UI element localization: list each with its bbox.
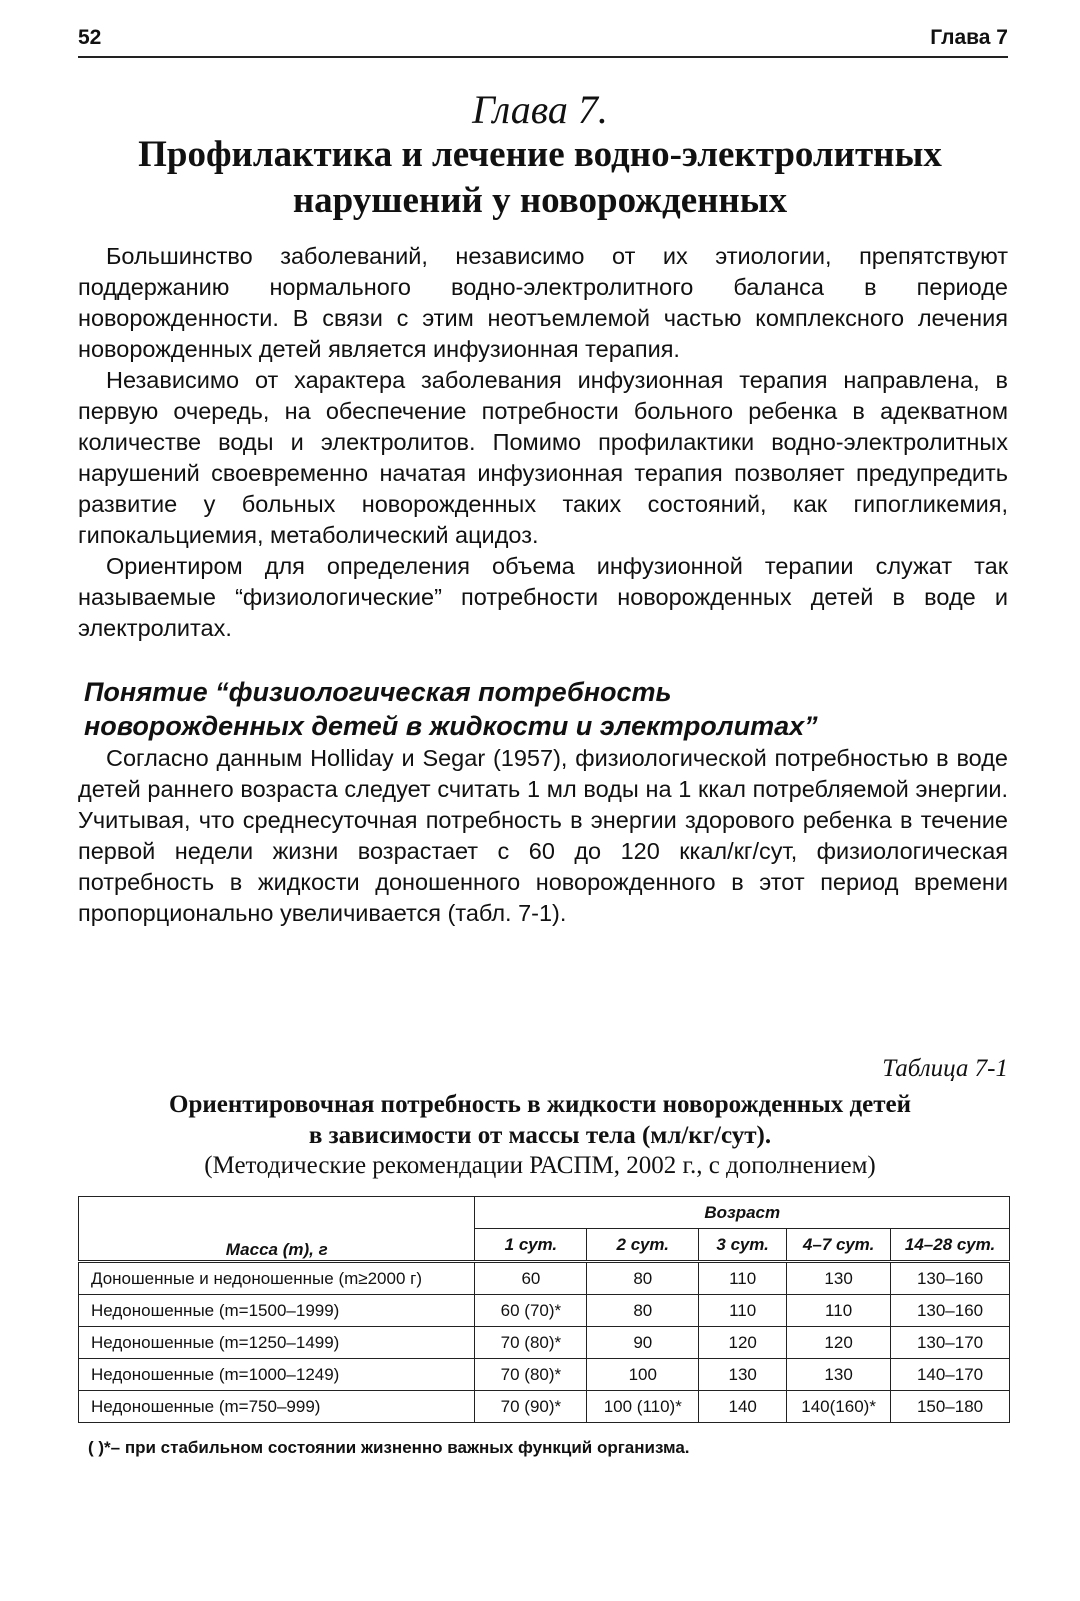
mass-cell: Недоношенные (m=1500–1999) [79,1295,475,1327]
value-cell: 70 (80)* [475,1327,587,1359]
value-cell: 70 (80)* [475,1359,587,1391]
table-title-line-2: в зависимости от массы тела (мл/кг/сут). [308,1122,772,1149]
intro-paragraph-3: Ориентиром для определения объема инфузионной терапии служат так называемые “физиологические” потребности новорожденных детей в воде и электролитах. [78,553,1008,641]
value-cell: 110 [787,1295,891,1327]
value-cell: 130 [699,1359,787,1391]
value-cell: 130–170 [891,1327,1010,1359]
value-cell: 120 [699,1327,787,1359]
value-cell: 110 [699,1262,787,1295]
value-cell: 110 [699,1295,787,1327]
table-source: (Методические рекомендации РАСПМ, 2002 г., с дополнением) [204,1152,876,1179]
mass-cell: Доношенные и недоношенные (m≥2000 г) [79,1262,475,1295]
page-number: 52 [78,26,102,49]
intro-paragraph-2: Независимо от характера заболевания инфузионная терапия направлена, в первую очередь, на обеспечение потребности больного ребенка в адекватном количестве воды и электролитов. Помимо профилактики водно-электролитных нарушений своевременно начатая инфузионная терапия позволяет предупредить развитие у больных новорожденных таких состояний, как гипогликемия, гипокальциемия, метаболический ацидоз. [78,367,1008,548]
value-cell: 140 [699,1391,787,1423]
value-cell: 60 [475,1262,587,1295]
section-heading [78,675,1014,743]
table-row [79,1359,1010,1391]
running-title: Глава 7 [930,26,1008,49]
value-cell: 70 (90)* [475,1391,587,1423]
section-paragraph: Согласно данным Holliday и Segar (1957), физиологической потребностью в воде детей раннего возраста следует считать 1 мл воды на 1 ккал потребляемой энергии. Учитывая, что среднесуточная потребность в энергии здорового ребенка в течение первой недели жизни возрастает с 60 до 120 ккал/кг/сут, физиологическая потребность в жидкости доношенного новорожденного в этот период времени пропорционально увеличивается (табл. 7-1). [78,745,1008,926]
value-cell: 130–160 [891,1262,1010,1295]
value-cell: 130 [787,1262,891,1295]
running-header [78,22,1008,58]
table-row [79,1262,1010,1295]
table-title [0,1089,1080,1151]
table-row [79,1327,1010,1359]
age-group-header: Возраст [475,1197,1010,1229]
value-cell: 60 (70)* [475,1295,587,1327]
mass-cell: Недоношенные (m=1000–1249) [79,1359,475,1391]
value-cell: 100 (110)* [587,1391,699,1423]
section-heading-line-2: новорожденных детей в жидкости и электролитах” [84,711,818,741]
column-header: 2 сут. [587,1229,699,1262]
value-cell: 80 [587,1295,699,1327]
table-row [79,1391,1010,1423]
column-header: 4–7 сут. [787,1229,891,1262]
mass-column-header: Масса (m), г [79,1197,475,1262]
value-cell: 120 [787,1327,891,1359]
intro-text [78,241,1008,644]
value-cell: 90 [587,1327,699,1359]
column-header: 1 сут. [475,1229,587,1262]
chapter-label: Глава 7. [472,87,608,132]
value-cell: 140(160)* [787,1391,891,1423]
value-cell: 130 [787,1359,891,1391]
table-footnote: ( )*– при стабильном состоянии жизненно важных функций организма. [88,1438,690,1457]
value-cell: 80 [587,1262,699,1295]
column-header: 14–28 сут. [891,1229,1010,1262]
intro-paragraph-1: Большинство заболеваний, независимо от их этиологии, препятствуют поддержанию нормального водно-электролитного баланса в периоде новорожденности. В связи с этим неотъемлемой частью комплексного лечения новорожденных детей является инфузионная терапия. [78,243,1008,362]
table-label: Таблица 7-1 [882,1055,1008,1082]
fluid-requirement-table [78,1196,1010,1423]
chapter-title: Профилактика и лечение водно-электролитных нарушений у новорожденных [138,134,942,221]
table-title-line-1: Ориентировочная потребность в жидкости новорожденных детей [169,1091,911,1118]
mass-cell: Недоношенные (m=1250–1499) [79,1327,475,1359]
table-row [79,1295,1010,1327]
mass-cell: Недоношенные (m=750–999) [79,1391,475,1423]
section-text [78,743,1008,929]
value-cell: 130–160 [891,1295,1010,1327]
value-cell: 150–180 [891,1391,1010,1423]
value-cell: 100 [587,1359,699,1391]
value-cell: 140–170 [891,1359,1010,1391]
section-heading-line-1: Понятие “физиологическая потребность [84,677,672,707]
column-header: 3 сут. [699,1229,787,1262]
